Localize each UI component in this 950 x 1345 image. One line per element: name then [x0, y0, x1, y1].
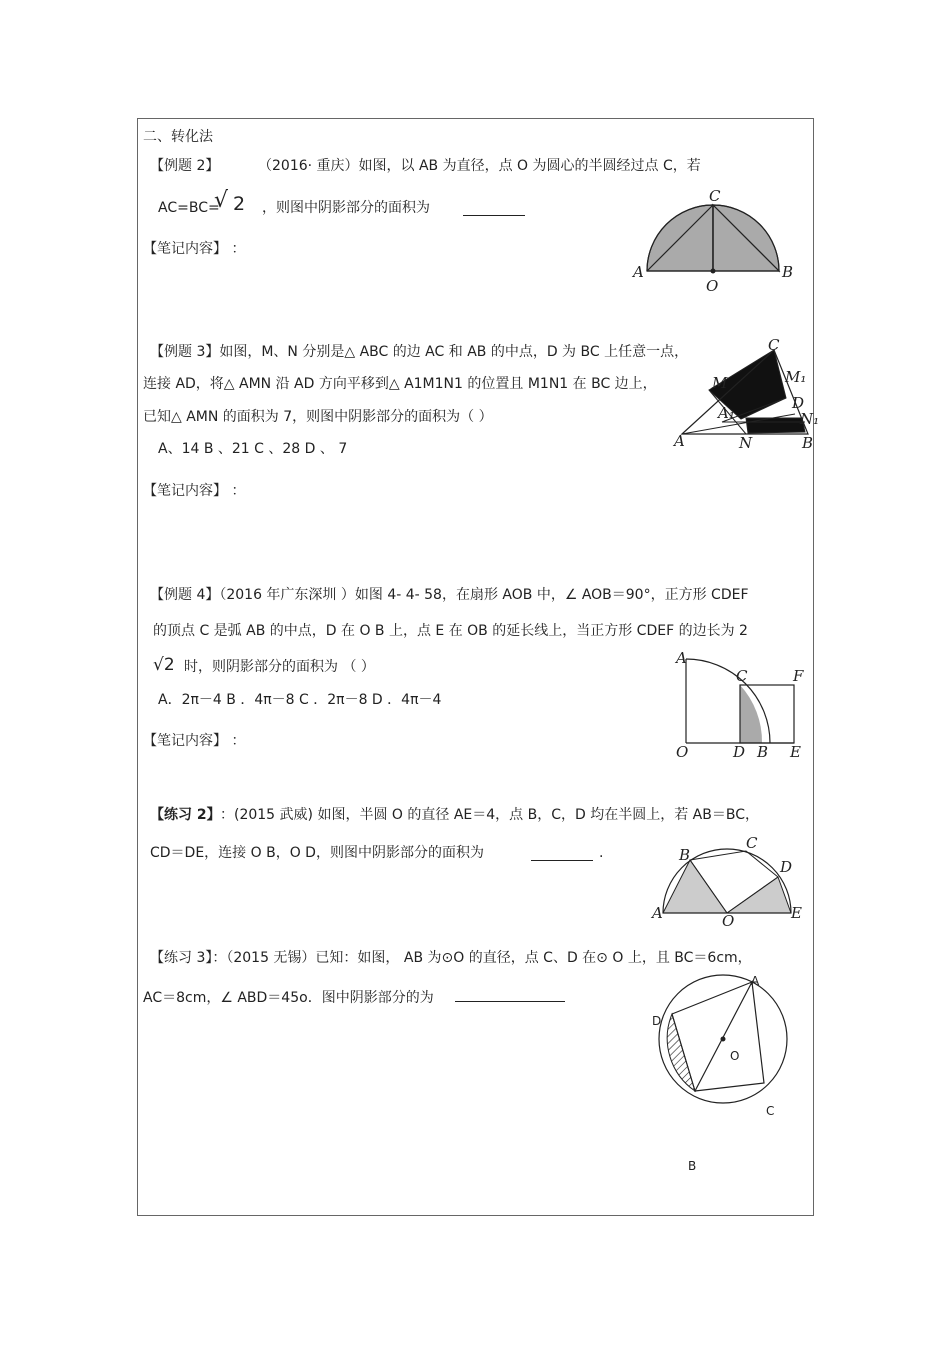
ex4-label-c: C [736, 667, 748, 685]
ex4-label-d: D [733, 743, 746, 760]
pr3-answer-blank[interactable] [455, 989, 565, 1007]
ex4-label-o: O [676, 743, 689, 760]
ex2-tag: 【例题 2】 [150, 158, 220, 174]
pr3-label-o: O [730, 1049, 740, 1063]
pr3-label-b: B [688, 1159, 697, 1173]
ex2-line2b: ，则图中阴影部分的面积为 [262, 200, 430, 216]
pr2-label-d: D [780, 858, 793, 876]
ex3-line2: 连接 AD，将△ AMN 沿 AD 方向平移到△ A1M1N1 的位置且 M1N1 在 BC 边上， [143, 376, 657, 392]
ex2-label-b: B [782, 263, 794, 281]
ex3-note: 【笔记内容】 ： [143, 483, 246, 499]
ex4-line3: 时，则阴影部分的面积为 （ ） [184, 659, 375, 675]
pr2-label-e: E [791, 904, 802, 922]
pr2-tag: 【练习 2】 [150, 807, 221, 823]
ex3-label-n: N [739, 434, 753, 452]
ex3-label-a1: A₁ [718, 404, 735, 422]
ex4-sqrt: √2 [153, 655, 175, 675]
ex3-label-c: C [768, 336, 780, 354]
ex4-line1: 【例题 4】（2016 年广东深圳 ）如图 4- 4- 58，在扇形 AOB 中，∠ AOB＝90°，正方形 CDEF [150, 587, 749, 603]
ex2-line2a: AC=BC= [158, 200, 220, 216]
ex4-label-e: E [790, 743, 801, 760]
ex2-label-a: A [633, 263, 644, 281]
pr3-line2: AC＝8cm，∠ ABD＝45o．图中阴影部分的为 [143, 990, 434, 1006]
pr2-label-c: C [746, 834, 758, 852]
ex4-label-a: A [676, 649, 687, 667]
ex4-figure [672, 645, 812, 760]
pr3-line1: 【练习 3】：（2015 无锡）已知：如图， AB 为⊙O 的直径，点 C、D 在⊙ O 上，且 BC＝6cm， [150, 950, 752, 966]
ex3-label-b: B [802, 434, 814, 452]
ex4-note: 【笔记内容】 ： [143, 733, 246, 749]
ex3-label-d: D [792, 394, 805, 412]
ex2-note: 【笔记内容】 ： [143, 241, 246, 257]
ex2-line1: （2016· 重庆）如图，以 AB 为直径，点 O 为圆心的半圆经过点 C，若 [258, 158, 701, 174]
ex2-label-c: C [709, 187, 721, 205]
pr2-figure [648, 832, 808, 932]
pr3-figure [640, 965, 815, 1185]
pr2-line2: CD＝DE，连接 O B，O D，则图中阴影部分的面积为 [150, 845, 484, 861]
ex2-label-o: O [706, 277, 719, 295]
pr2-label-o: O [722, 912, 735, 930]
ex4-options: A．2π－4 B ．4π－8 C ．2π－8 D ．4π－4 [158, 692, 442, 708]
pr3-label-a: A [751, 974, 760, 988]
pr3-label-c: C [766, 1104, 775, 1118]
ex4-label-b: B [757, 743, 769, 760]
pr3-label-d: D [652, 1014, 662, 1028]
ex3-label-n1: N₁ [800, 410, 820, 428]
ex3-label-a: A [674, 432, 685, 450]
ex4-line2: 的顶点 C 是弧 AB 的中点，D 在 O B 上，点 E 在 OB 的延长线上，当正方形 CDEF 的边长为 2 [153, 623, 748, 639]
ex2-sqrt-value: 2 [233, 193, 246, 215]
ex3-figure [672, 336, 822, 456]
pr2-answer-blank[interactable] [531, 844, 593, 866]
pr2-line1: ：(2015 武威) 如图，半圆 O 的直径 AE＝4，点 B，C，D 均在半圆上，若 AB＝BC， [220, 807, 759, 823]
pr2-line2-end: . [599, 845, 604, 861]
ex2-sqrt-symbol: √ [214, 188, 229, 213]
ex4-label-f: F [793, 667, 804, 685]
ex3-options: A、14 B 、21 C 、28 D 、 7 [158, 441, 348, 457]
ex2-answer-blank[interactable] [463, 199, 525, 221]
ex3-label-m: M [712, 374, 728, 392]
ex3-line1: 【例题 3】如图，M、N 分别是△ ABC 的边 AC 和 AB 的中点，D 为 BC 上任意一点， [150, 344, 689, 360]
ex3-line3: 已知△ AMN 的面积为 7，则图中阴影部分的面积为（ ） [143, 409, 493, 425]
pr2-label-b: B [679, 846, 691, 864]
pr2-label-a: A [652, 904, 663, 922]
section-title: 二、转化法 [143, 129, 213, 145]
ex3-label-m1: M₁ [785, 368, 807, 386]
ex2-figure [625, 183, 805, 295]
